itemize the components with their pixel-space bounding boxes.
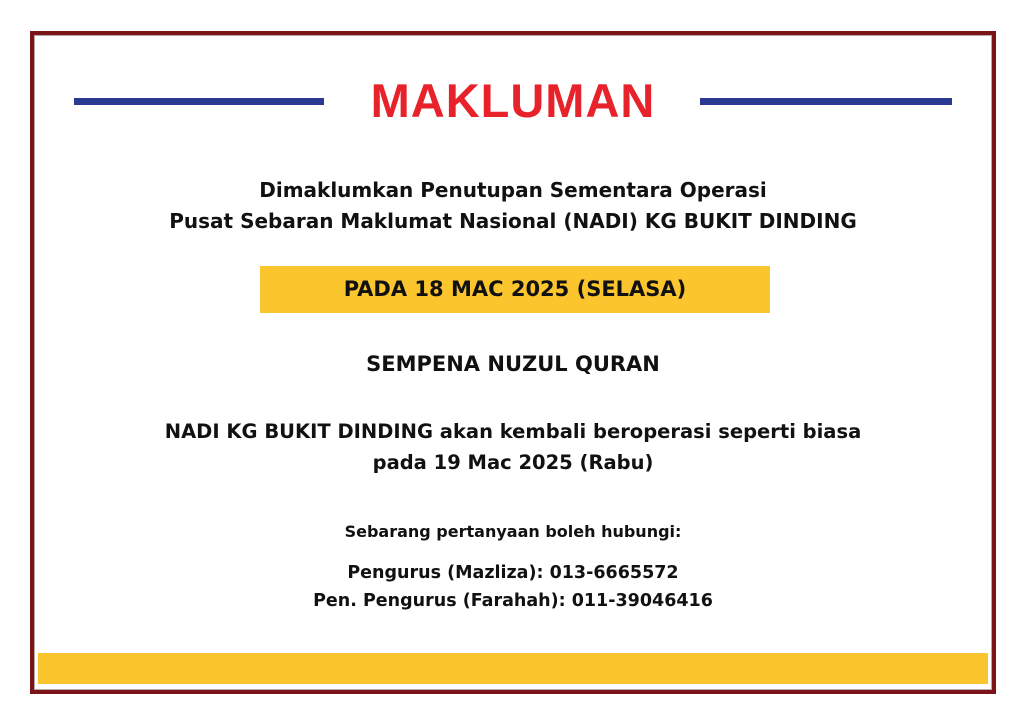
closure-intro — [34, 175, 992, 237]
notice-title: MAKLUMAN — [370, 74, 656, 127]
contact-manager: Pengurus (Mazliza): 013-6665572 — [347, 563, 679, 583]
title-rule-left — [74, 98, 324, 105]
contact-heading: Sebarang pertanyaan boleh hubungi: — [344, 522, 682, 541]
resume-notice — [34, 416, 992, 478]
resume-notice-line-1: NADI KG BUKIT DINDING akan kembali beroperasi seperti biasa — [164, 420, 862, 443]
contact-list — [34, 559, 992, 615]
contact-assistant-manager: Pen. Pengurus (Farahah): 011-39046416 — [313, 591, 713, 611]
notice-frame — [30, 31, 996, 694]
title-row — [34, 73, 992, 129]
resume-notice-line-2: pada 19 Mac 2025 (Rabu) — [372, 451, 654, 474]
closure-occasion: SEMPENA NUZUL QURAN — [366, 352, 660, 376]
title-rule-right — [700, 98, 952, 105]
closure-date-highlight: PADA 18 MAC 2025 (SELASA) — [260, 266, 770, 313]
bottom-color-band — [38, 653, 988, 684]
closure-intro-line-1: Dimaklumkan Penutupan Sementara Operasi — [259, 178, 767, 202]
closure-intro-line-2: Pusat Sebaran Maklumat Nasional (NADI) KG BUKIT DINDING — [169, 209, 857, 233]
